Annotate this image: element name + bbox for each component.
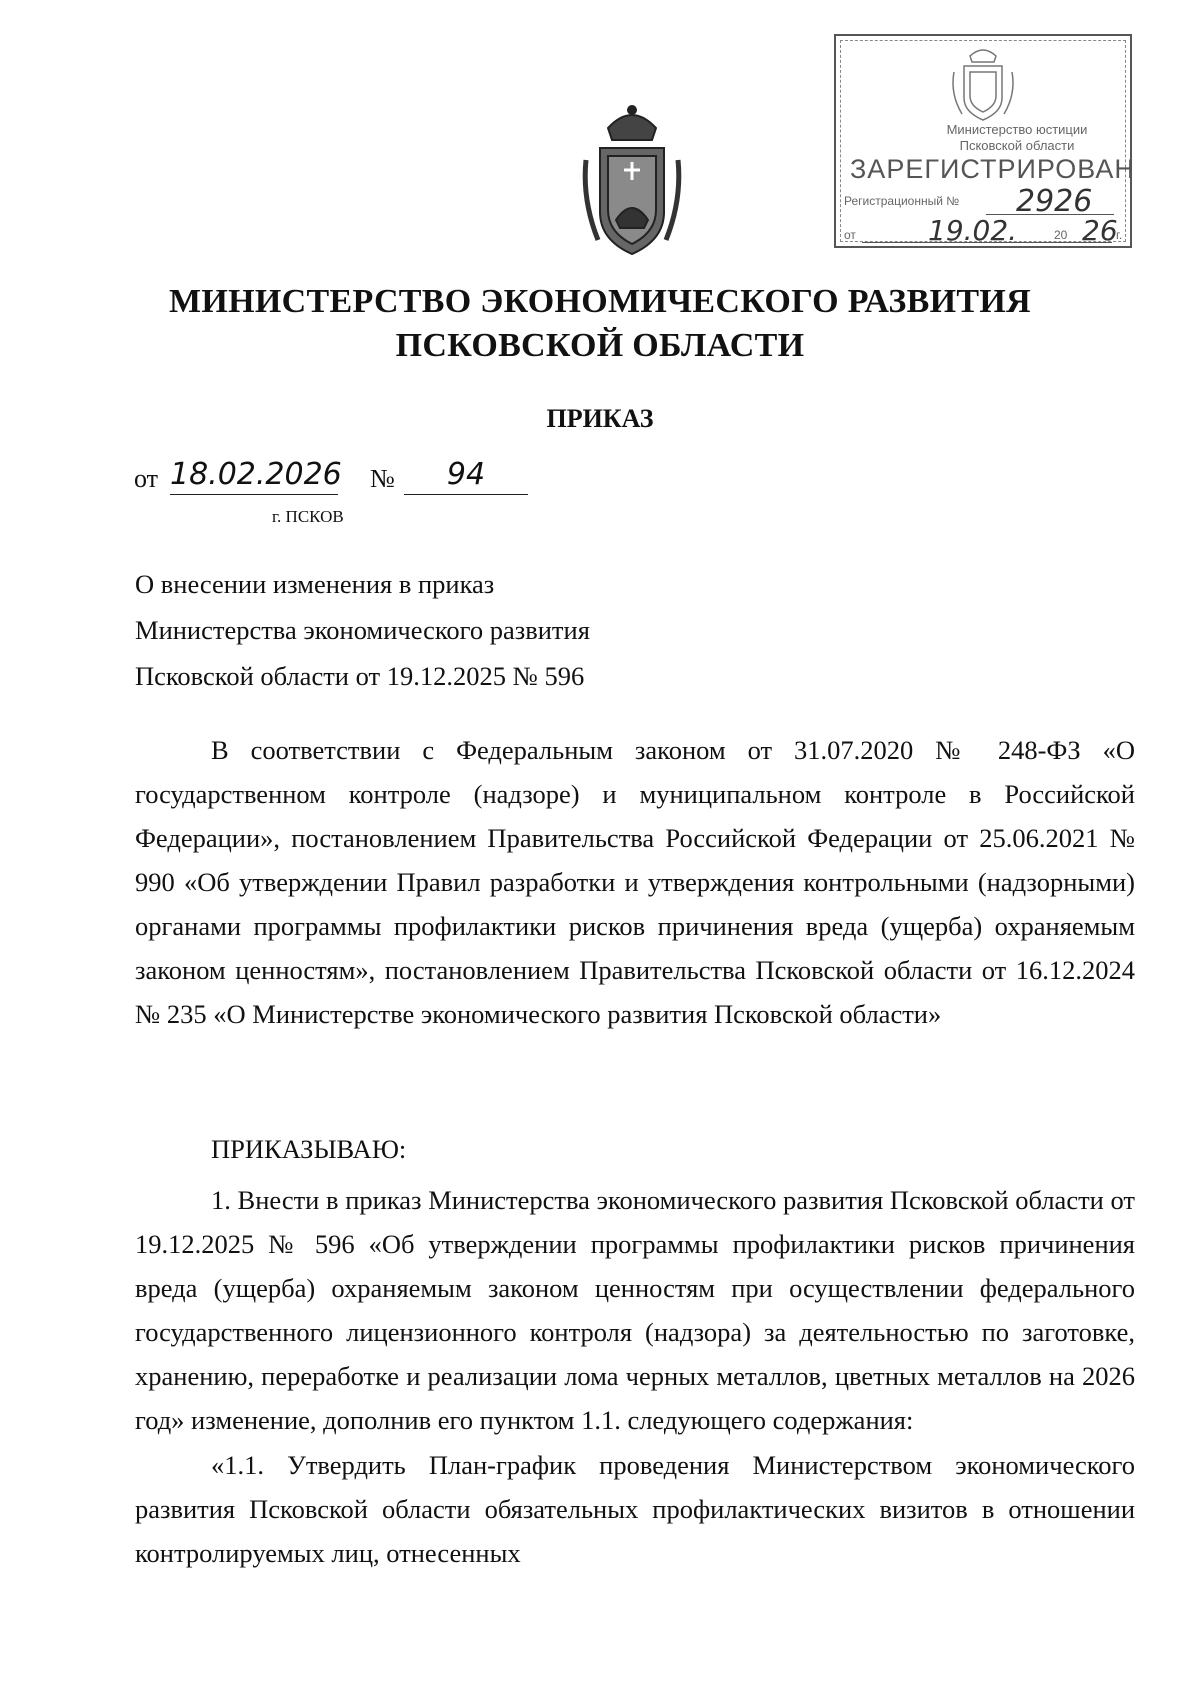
stamp-date-value: 19.02.	[928, 214, 1018, 247]
coat-of-arms-emblem	[578, 100, 686, 260]
document-number: 94	[404, 456, 528, 495]
number-sign: №	[370, 464, 395, 493]
stamp-year-value: 26	[1082, 214, 1118, 247]
document-city: г. ПСКОВ	[272, 507, 344, 526]
subject-line2: Министерства экономического развития	[135, 615, 590, 645]
stamp-organization	[906, 122, 1128, 154]
stamp-org-line1: Министерство юстиции	[946, 122, 1088, 137]
ministry-title	[0, 280, 1200, 368]
registration-stamp	[834, 34, 1135, 248]
stamp-date-label: от	[844, 228, 856, 242]
preamble-paragraph: В соответствии с Федеральным законом от 31.07.2020 № 248-ФЗ «О государственном контроле (надзоре) и муниципальном контроле в Российской Федерации», постановлением Правительства Российской Федерации от 25.06.2021 № 990 «Об утверждении Правил разработки и утверждения контрольными (надзорными) органами программы профилактики рисков причинения вреда (ущерба) охраняемым законом ценностям», постановлением Правительства Псковской области от 16.12.2024 № 235 «О Министерстве экономического развития Псковской области»	[135, 735, 1135, 1029]
stamp-reg-label: Регистрационный №	[844, 194, 960, 208]
stamp-year-suffix: г.	[1116, 228, 1123, 242]
document-subject	[135, 561, 590, 699]
stamp-emblem-icon	[948, 42, 1018, 122]
ministry-title-line1: МИНИСТЕРСТВО ЭКОНОМИЧЕСКОГО РАЗВИТИЯ	[169, 283, 1031, 320]
orders-heading: ПРИКАЗЫВАЮ:	[211, 1134, 407, 1164]
item-1-1-paragraph: «1.1. Утвердить План-график проведения Министерством экономического развития Псковской области обязательных профилактических визитов в отношении контролируемых лиц, отнесенных	[135, 1450, 1135, 1568]
document-type: ПРИКАЗ	[546, 404, 654, 433]
ministry-title-line2: ПСКОВСКОЙ ОБЛАСТИ	[395, 327, 805, 364]
subject-line3: Псковской области от 19.12.2025 № 596	[135, 661, 585, 691]
stamp-org-line2: Псковской области	[959, 138, 1075, 153]
stamp-reg-number: 2926	[1016, 184, 1093, 219]
document-date: 18.02.2026	[170, 456, 338, 495]
stamp-status: ЗАРЕГИСТРИРОВАН	[850, 154, 1135, 184]
item-1-paragraph: 1. Внести в приказ Министерства экономического развития Псковской области от 19.12.2025 № 596 «Об утверждении программы профилактики рисков причинения вреда (ущерба) охраняемым законом ценностям при осуществлении федерального государственного лицензионного контроля (надзора) за деятельностью по заготовке, хранению, переработке и реализации лома черных металлов, цветных металлов на 2026 год» изменение, дополнив его пунктом 1.1. следующего содержания:	[135, 1185, 1135, 1435]
stamp-year-prefix: 20	[1054, 228, 1068, 242]
subject-line1: О внесении изменения в приказ	[135, 569, 495, 599]
date-from-label: от	[134, 464, 159, 493]
